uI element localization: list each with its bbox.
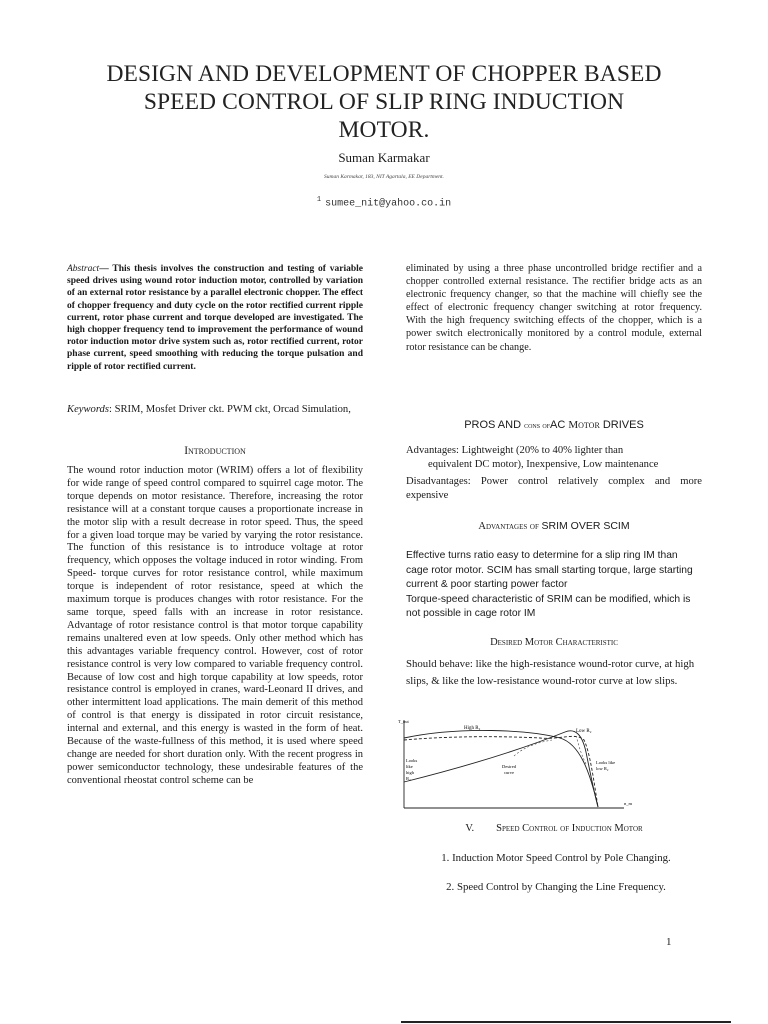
speed-control-item-1: 1. Induction Motor Speed Control by Pole Changing. [441, 852, 671, 864]
pros-heading-e: DRIVES [599, 419, 644, 431]
desired-label-1: Desired [502, 764, 516, 769]
looks-low-1: Looks like [596, 760, 616, 765]
low-r2-label: Low R₂ [576, 729, 592, 734]
speed-control-item-2: 2. Speed Control by Changing the Line Frequency. [446, 881, 666, 893]
high-r2-curve [404, 730, 598, 807]
looks-high-2: like [406, 764, 413, 769]
srim-heading [406, 520, 702, 532]
desired-label-2: curve [504, 770, 514, 775]
title-line-3: MOTOR. [338, 117, 430, 143]
torque-speed-figure [400, 712, 632, 812]
srim-line-2: Torque-speed characteristic of SRIM can be modified, which is not possible in cage rotor IM [406, 593, 691, 620]
advantages-line-2: equivalent DC motor), Inexpensive, Low maintenance [428, 458, 659, 470]
srim-heading-a: Advantages of [478, 521, 542, 532]
author-affiliation: Suman Karmakar, 183, NIT Agartala, EE Department. [324, 174, 444, 180]
keywords-text: : SRIM, Mosfet Driver ckt. PWM ckt, Orcad Simulation, [108, 404, 351, 415]
pros-cons-list [406, 444, 702, 502]
looks-high-3: high [406, 770, 415, 775]
desired-pointer [514, 740, 552, 756]
introduction-heading: Introduction [184, 445, 246, 457]
keywords [67, 403, 363, 417]
abstract [67, 263, 363, 373]
figure-x-label: n_m [624, 801, 633, 806]
title-line-1: DESIGN AND DEVELOPMENT OF CHOPPER BASED [106, 61, 662, 87]
introduction-body: The wound rotor induction motor (WRIM) offers a lot of flexibility for wide range of speed control compared to squirrel cage motor. The torque depends on motor resistance. Therefore, increasing the rotor resistance will at a constant torque causes a proportionate increase in the motor slip with a result decrease in rotor speed. Thus, the speed for a given load torque may be varied by varying the rotor resistance. The function of this resistance is to introduce voltage at rotor frequency, which opposes the voltage induced in rotor winding. From Speed- torque curves for rotor resistance control, while maximum torque is independent of rotor resistance, speed at which the maximum torque is produces changes with rotor resistance. For the same torque, speed falls with an increase in rotor resistance. Advantage of rotor resistance control is that motor torque capability remains unaltered even at low speeds. Only other method which has this advantages variable frequency control. However, cost of rotor resistance control is very low compared to variable frequency control. Because of low cost and high torque capability at low speeds, rotor resistance control is employed in cranes, ward-Leonard II drives, and other intermittent load applications. The main demerit of this method of control is that energy is dissipated in rotor circuit resistance, internal and external, and this energy is wasted in the form of heat. Because of the waste-fullness of this method, it is used where speed change are needed for short duration only. With the recent progress in power semiconductor technology, these undesirable features of the conventional rheostat control scheme can be [67, 465, 363, 786]
looks-low-2: low R₂ [596, 766, 609, 771]
footer-rule [401, 1021, 731, 1023]
desired-curve [404, 736, 598, 807]
pros-heading-b: cons of [524, 420, 551, 430]
pros-cons-heading [406, 419, 702, 431]
figure-y-label: T_out [398, 719, 409, 724]
advantages-line-1: Advantages: Lightweight (20% to 40% lighter than [406, 445, 624, 456]
intro-continuation: eliminated by using a three phase uncontrolled bridge rectifier and a chopper controlled external resistance. The rectifier bridge acts as an electronic frequency changer, so that the machine will chiefly see the effect of electronic frequency changer switching at rotor frequency. With the high frequency switching effects of the chopper, which is a power switch electronically monitored by a control module, external rotor resistance can be change. [406, 263, 702, 353]
email-marker: 1 [316, 196, 322, 204]
looks-high-4: R₂ [406, 776, 411, 781]
high-r2-label: High R₂ [464, 726, 481, 731]
author-name: Suman Karmakar [338, 150, 430, 165]
page-number: 1 [666, 936, 672, 948]
srim-line-1: Effective turns ratio easy to determine for a slip ring IM than cage rotor motor. SCIM has small starting torque, large starting current & poor starting power factor [406, 550, 693, 591]
pros-heading-a: PROS AND [464, 419, 525, 431]
email-text[interactable]: sumee_nit@yahoo.co.in [325, 198, 452, 210]
pros-heading-c: AC [550, 419, 569, 431]
desired-heading: Desired Motor Characteristic [490, 637, 618, 648]
abstract-text: This thesis involves the construction and testing of variable speed drives using wound rotor induction motor, controlled by variation of an external rotor resistance by a parallel electronic chopper. The effect of chopper frequency and duty cycle on the rotor rectified current ripple current, rotor phase current and torque developed are investigated. The high chopper frequency tend to improvement the performance of wound rotor induction motor drive system such as, rotor rectified current, rotor phase current, speed smoothing with reducing the torque pulsation and ripple of rotor rectified current. [67, 264, 363, 372]
srim-heading-b: SRIM OVER SCIM [541, 520, 630, 532]
abstract-label: Abstract [67, 264, 100, 274]
title-line-2: SPEED CONTROL OF SLIP RING INDUCTION [143, 89, 625, 115]
speed-control-numeral: V. [465, 823, 475, 834]
speed-control-title: Speed Control of Induction Motor [496, 823, 643, 834]
desired-text: Should behave: like the high-resistance wound-rotor curve, at high slips, & like the low-resistance wound-rotor curve at low slips. [406, 658, 695, 687]
disadvantages-line: Disadvantages: Power control relatively complex and more expensive [406, 476, 702, 501]
speed-control-heading [406, 823, 702, 834]
keywords-label: Keywords [67, 404, 109, 415]
looks-high-1: Looks [406, 758, 418, 763]
author-email[interactable] [0, 196, 768, 209]
pros-heading-d: Motor [568, 419, 600, 431]
srim-advantages [406, 549, 702, 622]
paper-title [70, 60, 698, 144]
abstract-dash: — [99, 264, 113, 274]
